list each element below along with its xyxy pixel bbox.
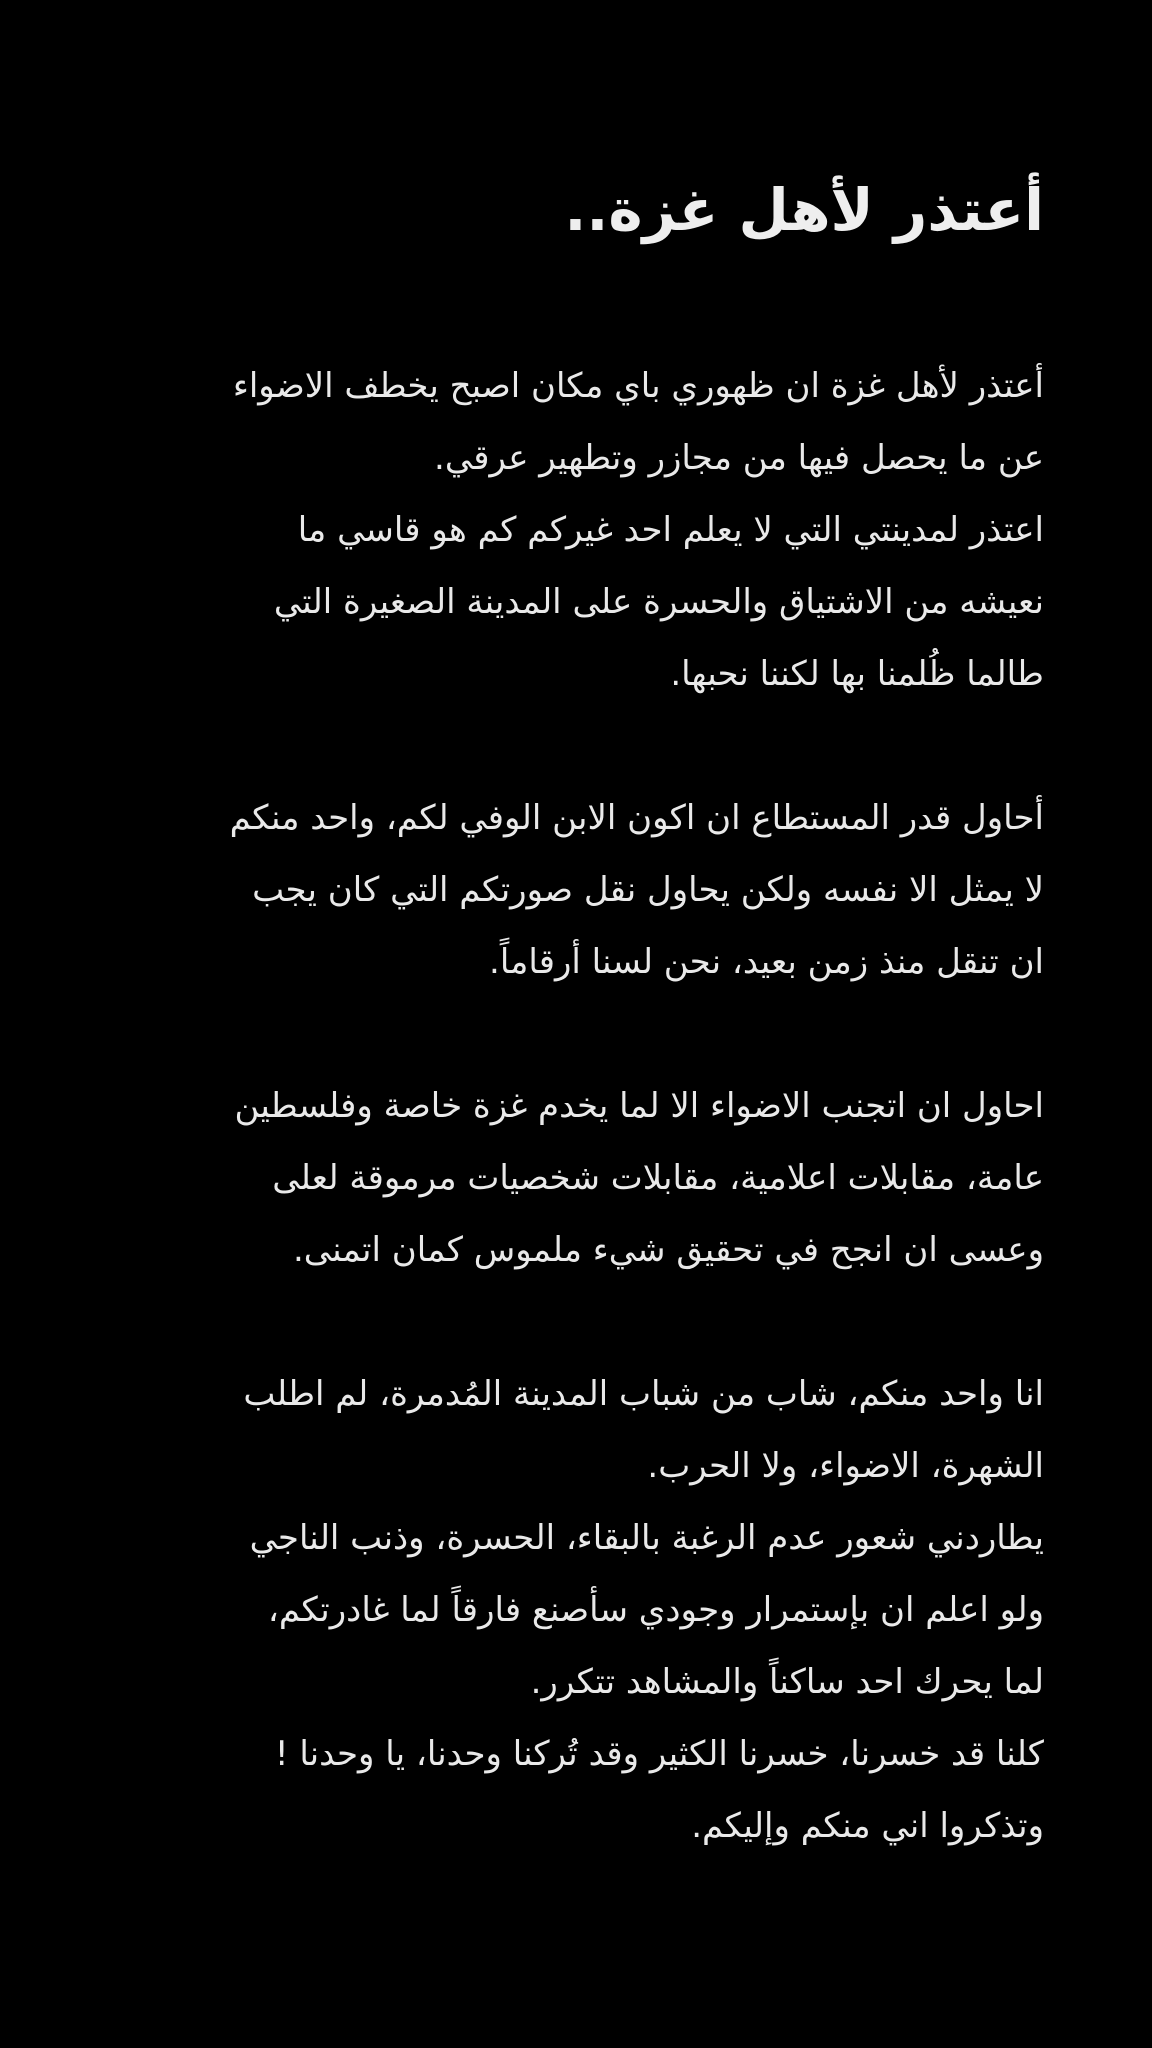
text-line: لما يحرك احد ساكناً والمشاهد تتكرر. [530, 1662, 1044, 1702]
text-line: نعيشه من الاشتياق والحسرة على المدينة الصغيرة التي [273, 582, 1044, 622]
text-line: ولو اعلم ان بإستمرار وجودي سأصنع فارقاً لما غادرتكم، [267, 1590, 1044, 1630]
text-line: لا يمثل الا نفسه ولكن يحاول نقل صورتكم التي كان يجب [252, 870, 1044, 910]
post-title: أعتذر لأهل غزة.. [564, 176, 1044, 244]
text-line: انا واحد منكم، شاب من شباب المدينة المُدمرة، لم اطلب [243, 1374, 1044, 1414]
post-body [84, 350, 1044, 1934]
text-line: عن ما يحصل فيها من مجازر وتطهير عرقي. [434, 438, 1044, 478]
text-line: أعتذر لأهل غزة ان ظهوري باي مكان اصبح يخطف الاضواء [232, 366, 1044, 406]
paragraph-4 [84, 1358, 1044, 1862]
text-line: عامة، مقابلات اعلامية، مقابلات شخصيات مرموقة لعلى [272, 1158, 1044, 1198]
paragraph-1 [84, 350, 1044, 710]
text-line: كلنا قد خسرنا، خسرنا الكثير وقد تُركنا وحدنا، يا وحدنا ! [274, 1734, 1044, 1774]
text-line: اعتذر لمدينتي التي لا يعلم احد غيركم كم هو قاسي ما [297, 510, 1044, 550]
text-line: أحاول قدر المستطاع ان اكون الابن الوفي لكم، واحد منكم [229, 798, 1044, 838]
text-line: ان تنقل منذ زمن بعيد، نحن لسنا أرقاماً. [489, 942, 1044, 982]
text-line: وتذكروا اني منكم وإليكم. [691, 1806, 1044, 1846]
text-line: الشهرة، الاضواء، ولا الحرب. [647, 1446, 1044, 1486]
text-line: وعسى ان انجح في تحقيق شيء ملموس كمان اتمنى. [292, 1230, 1044, 1270]
paragraph-2 [84, 782, 1044, 998]
text-line: احاول ان اتجنب الاضواء الا لما يخدم غزة خاصة وفلسطين [234, 1086, 1044, 1126]
text-line: يطاردني شعور عدم الرغبة بالبقاء، الحسرة، وذنب الناجي [249, 1518, 1044, 1558]
text-line: طالما ظُلمنا بها لكننا نحبها. [670, 654, 1044, 694]
paragraph-3 [84, 1070, 1044, 1286]
